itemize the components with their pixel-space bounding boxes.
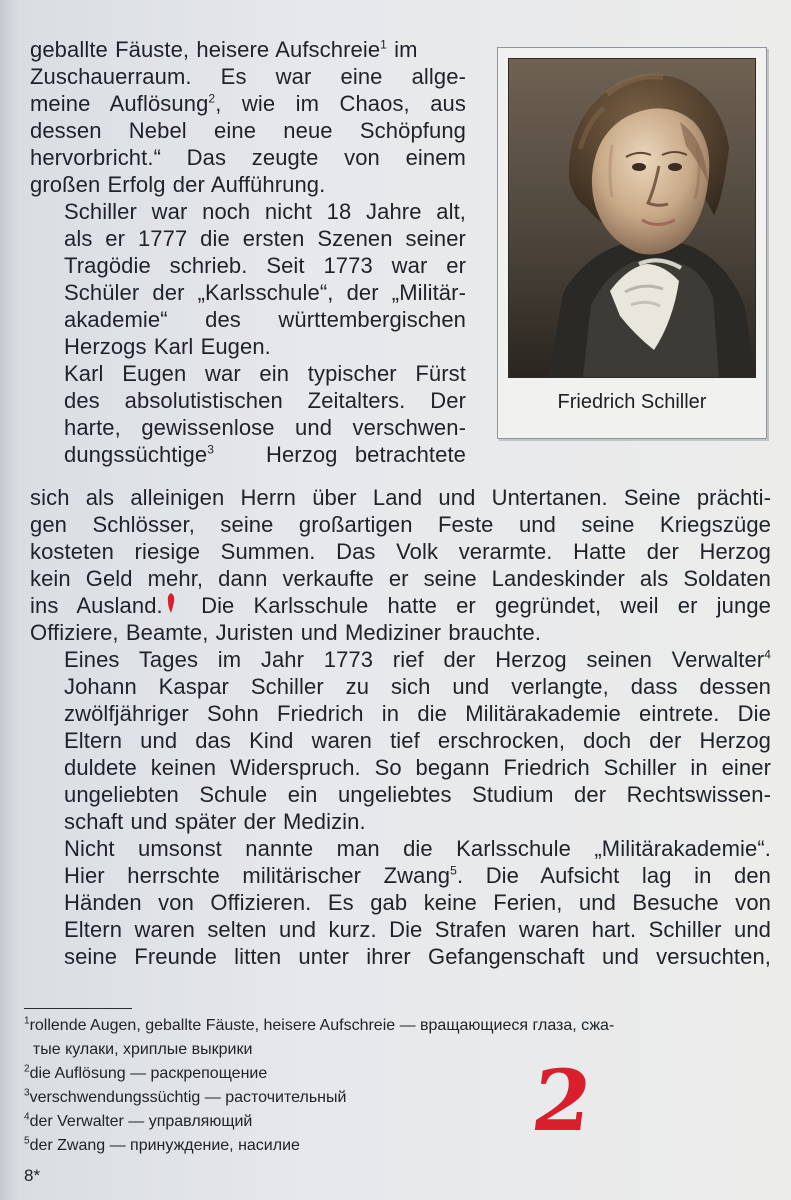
paragraph-3-line-1: Karl Eugen war ein typischer Fürst [64,361,466,386]
portrait-caption: Friedrich Schiller [557,391,707,413]
paragraph-schiller-age [30,198,466,360]
paragraph-4-line-1-main: Eines Tages im Jahr 1773 rief der Herzog seinen Verwalter [64,647,765,672]
footnote-divider [24,1008,132,1009]
text-line-3 [30,90,466,117]
paragraph-2-line-5: akademie“ des württembergischen [64,307,466,332]
paragraph-2-line-1: Schiller war noch nicht 18 Jahre alt, [64,199,466,224]
paragraph-militarakademie [30,835,771,970]
paragraph-karl-eugen-continuation [30,484,771,646]
paragraph-4-line-1 [30,646,771,673]
paragraph-3-line-4 [30,441,466,468]
paragraph-3-full-line-5 [30,592,771,619]
red-mark-icon [164,592,178,614]
footnote-3-number: 3 [24,1087,30,1099]
text-line-1-main: geballte Fäuste, heisere Aufschreie [30,37,381,62]
footnote-ref-3: 3 [207,442,214,457]
paragraph-2-line-3: Tragödie schrieb. Seit 1773 war er [64,253,466,278]
footnote-1-number: 1 [24,1015,30,1027]
paragraph-3-line-4-start: dungssüchtige [64,442,208,467]
paragraph-2-line-2: als er 1777 die ersten Szenen seiner [64,226,466,251]
paragraph-3-line-4-spacer [214,442,266,467]
page-number: 8* [24,1166,41,1185]
text-line-1 [30,36,466,63]
paragraph-3-full-line-3: kosteten riesige Summen. Das Volk verarmte. Hatte der Herzog [30,539,771,564]
text-line-2: Zuschauerraum. Es war eine allge- [30,64,466,89]
footnote-2-line [24,1062,772,1086]
paragraph-5-line-2-start: Hier herrschte militärischer Zwang [64,863,451,888]
footnote-1-text-2: тые кулаки, хриплые выкрики [32,1041,253,1058]
red-overlay-number: 2 [526,1051,598,1150]
footnote-1-indent [24,1041,33,1058]
footnote-5-text: der Zwang — принуждение, насилие [29,1137,300,1154]
paragraph-4-line-7: schaft und später der Medizin. [64,809,366,834]
footnote-ref-1: 1 [380,37,387,52]
paragraph-4-line-3: zwölfjähriger Sohn Friedrich in die Militärakademie eintrete. Die [64,701,771,726]
footnote-5-line [24,1134,772,1158]
text-line-3-start: meine Auflösung [30,91,209,116]
paragraph-5-line-5: seine Freunde litten unter ihrer Gefangenschaft und versuchten, [64,944,771,969]
footnote-4-number: 4 [24,1111,30,1123]
paragraph-4-line-2: Johann Kaspar Schiller zu sich und verlangte, dass dessen [64,674,771,699]
footnote-4-text: der Verwalter — управляющий [29,1113,253,1130]
paragraph-5-line-2-end: . Die Aufsicht lag in den [456,863,771,888]
paragraph-verwalter [30,646,771,835]
paragraph-3-line-4-end: Herzog betrachtete [265,442,466,467]
upper-left-text-column [30,36,466,468]
paragraph-3-full-line-6: Offiziere, Beamte, Juristen und Mediziner brauchte. [30,620,542,645]
schiller-portrait-image [508,58,756,378]
text-line-6: großen Erfolg der Aufführung. [30,172,326,197]
footnotes-section [24,1014,772,1158]
footnote-ref-4: 4 [764,647,771,662]
footnote-1-text-1: rollende Augen, geballte Fäuste, heisere Aufschreie — вращающиеся глаза, сжа- [29,1017,615,1034]
paragraph-4-line-6: ungeliebten Schule ein ungeliebtes Studium der Rechtswissen- [64,782,771,807]
opening-text-block [30,36,466,198]
footnote-ref-5: 5 [450,863,457,878]
paragraph-4-line-5: duldete keinen Widerspruch. So begann Friedrich Schiller in einer [64,755,771,780]
text-line-1-tail: im [386,37,418,62]
schiller-portrait-svg [509,59,755,377]
footnote-4-line [24,1110,772,1134]
paragraph-5-line-2 [30,862,771,889]
paragraph-2-line-4: Schüler der „Karlsschule“, der „Militär- [64,280,466,305]
full-width-text-column [30,484,771,970]
paragraph-5-line-1: Nicht umsonst nannte man die Karlsschule „Militärakademie“. [64,836,771,861]
footnote-3-text: verschwendungssüchtig — расточительный [29,1089,347,1106]
paragraph-3-full-line-5-end: Die Karlsschule hatte er gegründet, weil er junge [201,593,771,618]
paragraph-3-full-line-2: gen Schlösser, seine großartigen Feste und seine Kriegszüge [30,512,771,537]
footnote-2-number: 2 [24,1063,30,1075]
paragraph-3-line-2: des absolutistischen Zeitalters. Der [64,388,466,413]
paragraph-3-full-line-1: sich als alleinigen Herrn über Land und Untertanen. Seine prächti- [30,485,771,510]
paragraph-5-line-4: Eltern waren selten und kurz. Die Strafen waren hart. Schiller und [64,917,771,942]
footnote-5-number: 5 [24,1135,30,1147]
paragraph-karl-eugen-start [30,360,466,468]
portrait-card [497,47,767,439]
footnote-3-line [24,1086,772,1110]
footnote-2-text: die Auflösung — раскрепощение [29,1065,268,1082]
page-edge-shadow [0,0,18,1200]
paragraph-2-line-6: Herzogs Karl Eugen. [64,334,271,359]
text-line-5: hervorbricht.“ Das zeugte von einem [30,145,466,170]
footnote-1-line-1 [24,1014,772,1038]
paragraph-3-line-3: harte, gewissenlose und verschwen- [64,415,466,440]
footnote-1-line-2 [24,1038,772,1062]
text-line-4: dessen Nebel eine neue Schöpfung [30,118,466,143]
paragraph-4-line-4: Eltern und das Kind waren tief erschrocken, doch der Herzog [64,728,771,753]
paragraph-5-line-3: Händen von Offizieren. Es gab keine Ferien, und Besuche von [64,890,771,915]
paragraph-3-full-line-5-start: ins Ausland. [30,593,163,618]
paragraph-3-full-line-4: kein Geld mehr, dann verkaufte er seine Landeskinder als Soldaten [30,566,771,591]
footnote-ref-2: 2 [208,91,216,106]
text-line-3-end: , wie im Chaos, aus [215,91,466,116]
